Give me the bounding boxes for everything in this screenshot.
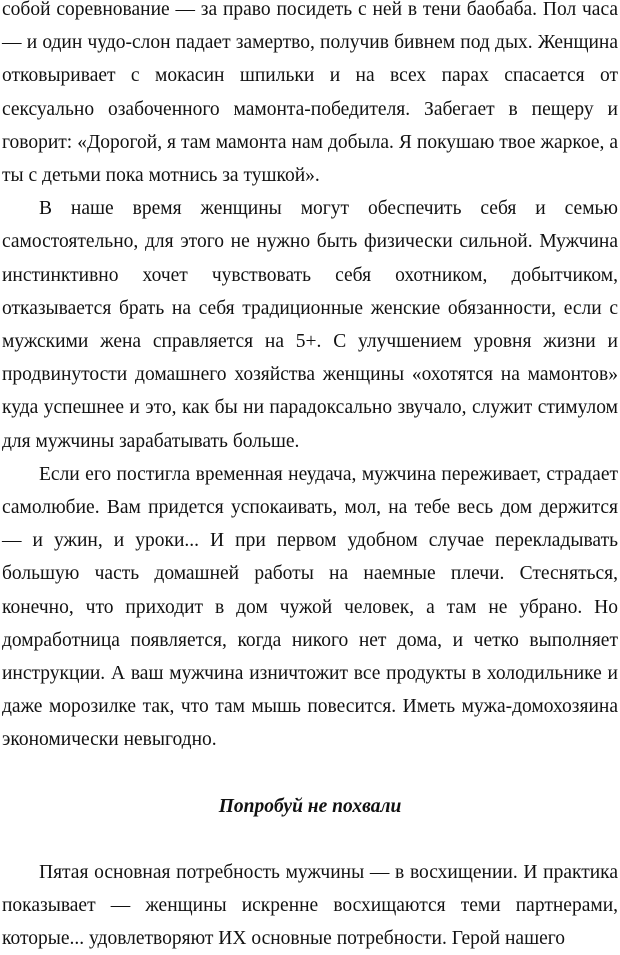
paragraph-mammoth-story: собой соревнование — за право посидеть с ней в тени баобаба. Пол часа — и один чудо-слон падает замертво, получив бивнем под дых. Женщина отковыривает с мокасин шпильки и на всех парах спасается от сексуально озабоченного мамонта-победителя. Забегает в пещеру и говорит: «Дорогой, я там мамонта нам добыла. Я покушаю твое жаркое, а ты с детьми пока мотнись за тушкой». bbox=[2, 0, 618, 187]
section-spacer bbox=[2, 757, 618, 790]
paragraph-modern-women: В наше время женщины могут обеспечить себя и семью самостоятельно, для этого не нужно быть физически сильной. Мужчина инстинктивно хочет чувствовать себя охотником, добытчиком, отказывается брать на себя традиционные женские обязанности, если с мужскими жена справляется на 5+. С улучшением уровня жизни и продвинутости домашнего хозяйства женщины «охотятся на мамонтов» куда успешнее и это, как бы ни парадоксально звучало, служит стимулом для мужчины зарабатывать больше. bbox=[2, 198, 618, 452]
paragraph-admiration: Пятая основная потребность мужчины — в восхищении. И практика показывает — женщины искренне восхищаются теми партнерами, которые... удовлетворяют ИХ основные потребности. Герой нашего bbox=[2, 861, 618, 950]
section-spacer bbox=[2, 823, 618, 856]
paragraph-temporary-failure: Если его постигла временная неудача, мужчина переживает, страдает самолюбие. Вам придется успокаивать, мол, на тебе весь дом держится — и ужин, и уроки... И при первом удобном случае перекладывать большую часть домашней работы на наемные плечи. Стесняться, конечно, что приходит в дом чужой человек, а там не убрано. Но домработница появляется, когда никого нет дома, и четко выполняет инструкции. А ваш мужчина изничтожит все продукты в холодильнике и даже морозилке так, что там мышь повесится. Иметь мужа-домохозяина экономически невыгодно. bbox=[2, 463, 618, 751]
section-heading: Попробуй не похвали bbox=[218, 795, 402, 817]
